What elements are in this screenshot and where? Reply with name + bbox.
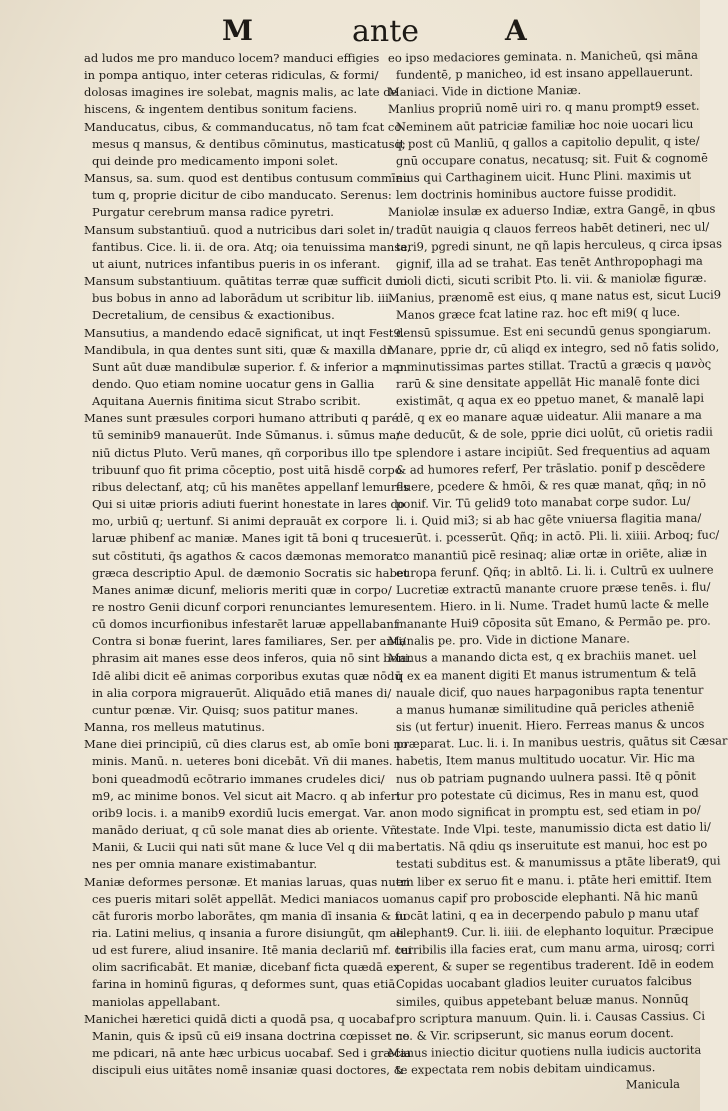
text-line: farina in hominū figuras, q deformes sunt, quas etiā: [92, 977, 396, 992]
text-line: rarū & sine densitate appellāt Hic manalē fonte dici: [395, 373, 700, 391]
text-line: fantibus. Cice. li. ii. de ora. Atq; oia tenuissima mansa,: [92, 239, 411, 254]
text-line: ces pueris mitari solēt appellāt. Medici maniacos uo: [92, 891, 397, 906]
text-line: ad ludos me pro manduco locem? manduci effigies: [84, 51, 380, 65]
header-guide-word: ante: [352, 14, 420, 49]
text-line: Manalis pe. pro. Vide in dictione Manare.: [387, 631, 631, 649]
text-line: ce. & Vir. scripserunt, sic manus eorum docent.: [395, 1025, 674, 1043]
text-line: græca descriptio Apul. de dæmonio Socratis sic habet: [92, 565, 409, 580]
text-line: cuntur pœnæ. Vir. Quisq; suos patitur manes.: [92, 702, 359, 717]
text-line: dendo. Quo etiam nomine uocatur gens in Gallia: [92, 376, 375, 391]
text-line: re nostro Genii dicunf corpori renunciantes lemures: [92, 600, 397, 614]
text-line: m9, ac minime bonos. Vel sicut ait Macro. q ab inferi: [92, 788, 401, 803]
text-line: ne deducūt, & de sole, pprie dici uolūt, cū orietis radii: [395, 425, 713, 443]
text-line: entem. Hiero. in li. Nume. Tradet humū lacte & melle: [395, 596, 709, 614]
text-line: dē, q ex eo manare aquæ uideatur. Alii manare a ma: [395, 407, 702, 426]
text-line: non modo significat in promptu est, sed etiam in po/: [395, 802, 701, 820]
text-line: Decretalium, de censibus & exactionibus.: [92, 308, 335, 323]
text-line: Manlius propriū nomē uiri ro. q manu prompt9 esset.: [387, 99, 700, 117]
text-line: similes, quibus appetebant beluæ manus. Nonnūq: [395, 991, 689, 1009]
text-line: phrasim ait manes esse deos inferos, quia nō sint boni.: [92, 651, 413, 666]
text-line: Mandibula, in qua dentes sunt siti, quæ & maxilla dr.: [84, 342, 395, 357]
text-line: gignif, illa ad se trahat. Eas tenēt Anthropophagi ma: [395, 253, 703, 271]
text-line: ud est furere, aliud insanire. Itē mania declariū mf. cui: [92, 943, 413, 958]
text-line: teri9, pgredi sinunt, ne qñ lapis herculeus, q circa ipsas: [395, 236, 723, 254]
text-line: laruæ phibenf ac maniæ. Manes igit tā boni q truces: [92, 531, 399, 546]
text-line: & ad humores referf, Per trāslatio. ponif p descēdere: [395, 459, 706, 477]
text-line: elephant9. Cur. li. iiii. de elephanto loquitur. Præcipue: [395, 922, 714, 940]
text-line: me pdicari, nā ante hæc urbicus uocabaf. Sed i græcia: [92, 1046, 412, 1061]
text-line: nauale dicif, quo naues harpagonibus rapta tenentur: [395, 682, 704, 700]
text-line: Manus a manando dicta est, q ex brachiis manet. uel: [387, 648, 697, 666]
text-line: Maniaci. Vide in dictione Maniæ.: [387, 83, 582, 100]
text-line: ponif. Vir. Tū gelid9 toto manabat corpe sudor. Lu/: [395, 493, 691, 511]
text-line: em liber ex seruo fit e manu. i. ptāte heri emittif. Item: [395, 871, 712, 889]
text-line: Mane diei principiū, cū dies clarus est, ab omīe boni no: [84, 737, 408, 752]
text-line: dolosas imagines ire solebat, magnis malis, ac late de: [84, 85, 398, 100]
text-line: densū spissumue. Est eni secundū genus spongiarum.: [395, 322, 712, 340]
text-line: sis (ut fertur) inuenit. Hiero. Ferreas manus & uncos: [395, 716, 705, 735]
text-line: qui deinde pro medicamento imponi solet.: [92, 153, 339, 168]
text-line: Copidas uocabant gladios leuiter curuatos falcibus: [395, 974, 692, 992]
text-line: tradūt nauigia q clauos ferreos habēt detineri, nec ul/: [395, 219, 710, 237]
text-line: nioli dicti, sicuti scribit Pto. li. vii. & maniolæ figuræ.: [395, 270, 707, 288]
text-line: q ex ea manent digiti Et manus istrumentum & telā: [395, 665, 697, 683]
header-left-letter: M: [222, 14, 253, 47]
text-line: discipuli eius uitātes nomē insaniæ quasi doctores, &: [92, 1063, 404, 1078]
text-line: terribilis illa facies erat, cum manu arma, uirosq; corri: [395, 939, 715, 958]
text-line: bus bobus in anno ad laborādum ut scribitur lib. iii.: [92, 291, 393, 306]
text-line: Mansum substantiuum. quātitas terræ quæ sufficit duo: [84, 274, 408, 289]
text-line: boni queadmodū ecōtrario immanes crudeles dici/: [92, 771, 385, 786]
text-line: nus ob patriam pugnando uulnera passi. Itē q pōnit: [395, 768, 696, 786]
text-line: Manna, ros melleus matutinus.: [84, 720, 265, 735]
text-line: li. i. Quid mi3; si ab hac gēte vniuersa flagitia mana/: [395, 510, 702, 529]
text-line: in alia corpora migrauerūt. Aliquādo etiā manes di/: [92, 685, 392, 700]
text-line: eius qui Carthaginem uicit. Hunc Plini. maximis ut: [395, 167, 692, 186]
text-line: existimāt, q aqua ex eo ppetuo manet, & manalē lapi: [395, 390, 705, 409]
text-line: Mansutius, a mandendo edacē significat, ut inqt Fest9.: [84, 325, 405, 340]
text-line: Contra si bonæ fuerint, lares familiares, Ser. per anti/: [92, 634, 406, 649]
text-line: uocāt latini, q ea in decerpendo pabulo p manu utaf: [395, 905, 699, 923]
text-line: cāt furoris morbo laborātes, qm mania dī insania & fu: [92, 908, 407, 923]
text-line: splendore i astare incipiūt. Sed frequentius ad aquam: [395, 442, 711, 460]
text-line: pro scriptura manuum. Quin. li. i. Causas Cassius. Ci: [395, 1008, 706, 1026]
text-line: Manicula: [625, 1077, 681, 1092]
text-line: Maniæ deformes personæ. Et manias laruas, quas nutri: [84, 874, 410, 889]
text-line: in pompa antiquo, inter ceteras ridiculas, & formi/: [84, 68, 379, 83]
text-line: Manichei hæretici quidā dicti a quodā psa, q uocabaf: [84, 1011, 395, 1026]
text-line: manādo deriuat, q cū sole manat dies ab oriente. Vñ: [92, 823, 398, 838]
text-line: a manus humanæ similitudine quā pericles atheniē: [395, 699, 695, 717]
text-line: fluere, pcedere & hmōi, & res quæ manat, qñq; in nō: [395, 476, 707, 494]
text-line: sut cōstituti, q̄s agathos & cacos dæmonas memorat: [92, 548, 398, 563]
text-line: ria. Latini melius, q insania a furore disiungūt, qm ali: [92, 925, 404, 940]
text-line: it post cū Manliū, q gallos a capitolio depulit, q iste/: [395, 133, 700, 151]
header-right-letter: A: [505, 14, 527, 47]
text-line: Mansus, sa. sum. quod est dentibus contusum commīnu: [84, 171, 411, 186]
text-line: ribus delectanf, atq; cū his manētes appellanf lemures: [92, 479, 410, 494]
text-line: lem doctrinis hominibus auctore fuisse prodidit.: [395, 185, 677, 203]
text-line: testate. Inde Vlpi. teste, manumissio dicta est datio li/: [395, 819, 711, 837]
text-line: Manes animæ dicunf, melioris meriti quæ in corpo/: [92, 582, 392, 597]
text-line: tum q, proprie dicitur de cibo manducato. Serenus:: [92, 188, 392, 203]
text-line: niū dictus Pluto. Verū manes, qñ corporibus illo tpe: [92, 445, 392, 460]
text-line: maniolas appellabant.: [92, 994, 221, 1009]
text-line: uerūt. i. pcesserūt. Qñq; in actō. Pli. li. xiiii. Arboq; fuc/: [395, 527, 720, 546]
text-line: Lucretiæ extractū manante cruore præse tenēs. i. flu/: [395, 579, 711, 597]
text-line: p minutissimas partes stillat. Tractū a græcis q μανὸς: [395, 356, 712, 374]
text-line: bertatis. Nā qdiu qs inseruitute est manui, hoc est po: [395, 836, 708, 855]
text-line: gnū occupare conatus, necatusq; sit. Fuit & cognomē: [395, 150, 708, 168]
text-line: Manes sunt præsules corpori humano attributi q paré: [84, 411, 399, 426]
text-line: Manius, prænomē est eius, q mane natus est, sicut Luci9: [387, 287, 722, 306]
text-line: præparat. Luc. li. i. In manibus uestris, quātus sit Cæsar: [395, 733, 728, 752]
text-line: nes per omnia manare existimabantur.: [92, 857, 317, 872]
text-line: Manducatus, cibus, & commanducatus, nō tam fcat co: [84, 119, 402, 134]
text-line: tribuunf quo fit prima cōceptio, post uitā hisdē corpo: [92, 462, 402, 477]
text-line: cū domos incurfionibus infestarēt laruæ appellabanf: [92, 617, 399, 632]
text-line: Purgatur cerebrum mansa radice pyretri.: [92, 205, 334, 220]
text-line: hiscens, & ingentem dentibus sonitum faciens.: [84, 102, 358, 117]
text-line: eo ipso medaciores geminata. n. Manicheū, qsi māna: [387, 47, 699, 65]
text-line: Idē alibi dicit eē animas corporibus exutas quæ nōdū: [92, 668, 402, 683]
text-line: tur pro potestate cū dicimus, Res in manu est, quod: [395, 785, 699, 803]
text-line: minis. Manū. n. ueteres boni dicebāt. Vñ dii manes. i.: [92, 754, 404, 769]
text-line: europa ferunf. Qñq; in abltō. Li. li. i. Cultrū ex uulnere: [395, 562, 714, 580]
text-line: tū seminib9 manauerūt. Inde Sūmanus. i. sūmus ma/: [92, 428, 401, 443]
text-line: manus capif pro proboscide elephanti. Nā hic manū: [395, 888, 699, 906]
text-line: Manos græce fcat latine raz. hoc eft mi9( q luce.: [395, 305, 681, 323]
text-line: mo, urbiū q; uertunf. Si animi deprauāt ex corpore: [92, 514, 388, 529]
text-line: orib9 locis. i. a manib9 exordiū lucis emergat. Var. a: [92, 805, 397, 820]
text-line: olim sacrificabāt. Et maniæ, dicebanf ficta quædā ex: [92, 960, 400, 975]
text-line: mesus q mansus, & dentibus cōminutus, masticatusq;: [92, 136, 406, 151]
text-line: Manus iniectio dicitur quotiens nulla iudicis auctorita: [387, 1042, 702, 1061]
text-line: ut aiunt, nutrices infantibus pueris in os inferant.: [92, 256, 381, 271]
text-line: Neminem aūt patriciæ familiæ hoc noie uocari licu: [395, 116, 694, 134]
right-text-column: [387, 47, 728, 1097]
left-text-column: [84, 50, 413, 1079]
text-line: co manantiū picē resinaq; aliæ ortæ in oriēte, aliæ in: [395, 545, 708, 563]
text-line: Qui si uitæ prioris adiuti fuerint honestate in lares do: [92, 497, 405, 512]
text-line: Sunt aūt duæ mandibulæ superior. f. & inferior a man: [92, 359, 408, 374]
text-line: habetis, Item manus multitudo uocatur. Vir. Hic ma: [395, 751, 696, 769]
text-line: Manin, quis & ipsū cū ei9 insana doctrina cœpisset no: [92, 1028, 410, 1043]
text-line: Mansum substantiuū. quod a nutricibus dari solet in/: [84, 222, 394, 237]
text-line: fundentē, p manicheo, id est insano appellauerunt.: [395, 64, 694, 83]
text-line: Aquitana Auernis finitima sicut Strabo scribit.: [92, 394, 361, 409]
text-line: te expectata rem nobis debitam uindicamus.: [395, 1060, 656, 1078]
text-line: Manare, pprie dr, cū aliqd ex integro, sed nō fatis solido,: [387, 339, 720, 357]
text-line: perent, & super se regentibus traderent. Idē in eodem: [395, 956, 714, 975]
text-line: testati subditus est. & manumissus a ptāte liberat9, qui: [395, 853, 721, 872]
text-line: Maniolæ insulæ ex aduerso Indiæ, extra Gangē, in qbus: [387, 201, 716, 220]
text-line: manante Hui9 cōposita sūt Emano, & Permāo pe. pro.: [395, 613, 711, 632]
text-line: Manii, & Lucii qui nati sūt mane & luce Vel q dii ma: [92, 840, 396, 855]
